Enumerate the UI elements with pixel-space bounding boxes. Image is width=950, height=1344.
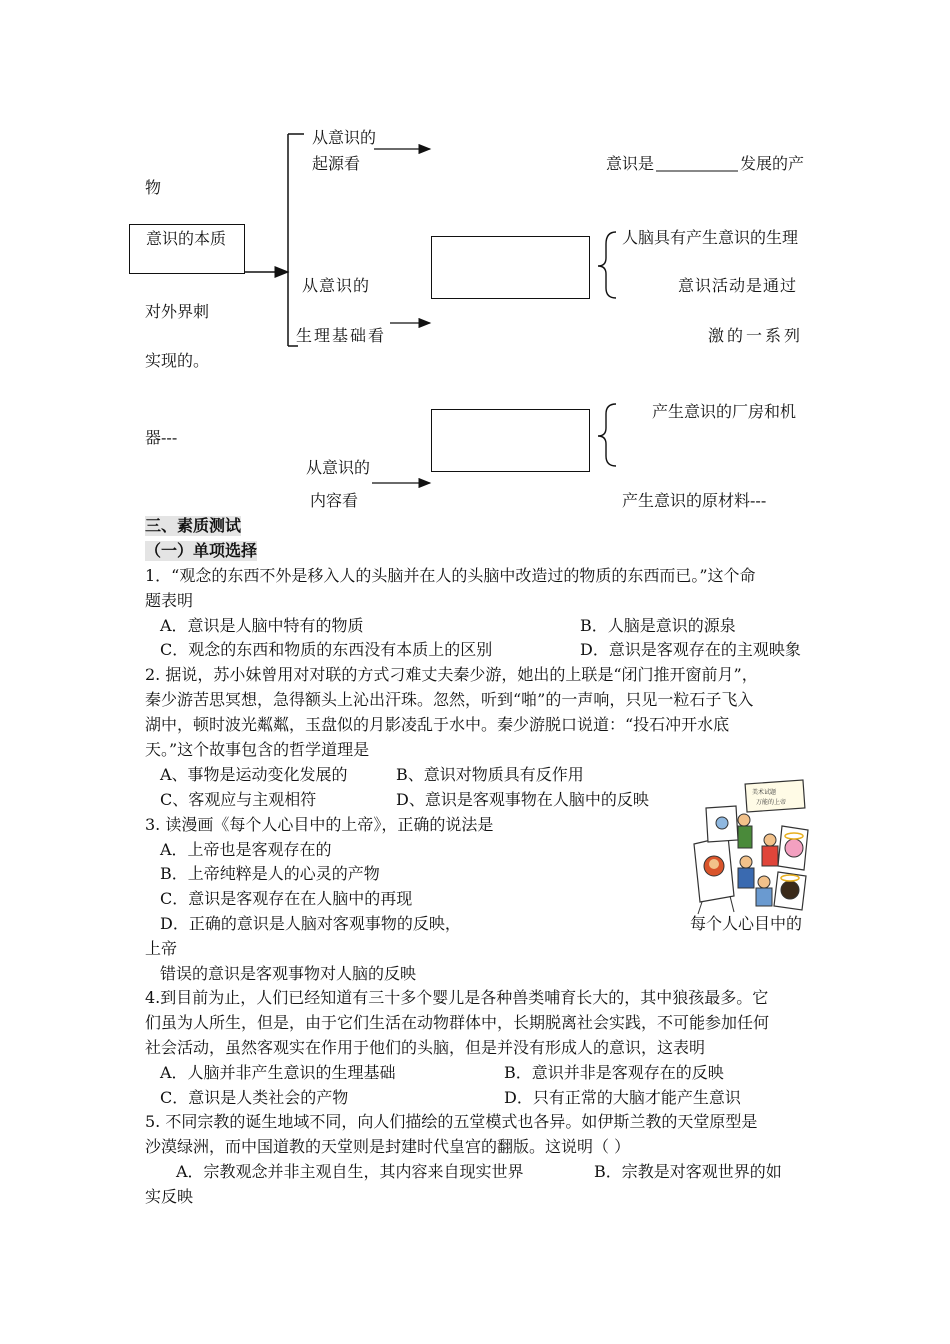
q3-option-c[interactable]: C．意识是客观存在在人脑中的再现 bbox=[160, 889, 413, 908]
physio-cont-end: 实现的。 bbox=[145, 351, 210, 370]
q2-option-d[interactable]: D、意识是客观事物在人脑中的反映 bbox=[396, 790, 649, 809]
q3-option-d[interactable]: D．正确的意识是人脑对客观事物的反映， bbox=[160, 914, 461, 933]
q1-option-b[interactable]: B．人脑是意识的源泉 bbox=[580, 616, 736, 635]
essence-box bbox=[129, 224, 245, 274]
physio-cont-right: 激的一系列 bbox=[708, 326, 804, 345]
q5-option-b[interactable]: B．宗教是对客观世界的如 bbox=[594, 1162, 782, 1181]
q2-stem-line-3: 湖中，顿时波光粼粼，玉盘似的月影凌乱于水中。秦少游脱口说道：“投石冲开水底 bbox=[145, 715, 730, 734]
q1-stem-line-1: 1．“观念的东西不外是移入人的头脑并在人的头脑中改造过的物质的东西而已。”这个命 bbox=[145, 566, 756, 585]
section-title: 三、素质测试 bbox=[145, 516, 242, 535]
cartoon-sign-text: 美术试题 bbox=[752, 789, 777, 796]
q2-stem-line-4: 天。”这个故事包含的哲学道理是 bbox=[145, 740, 370, 759]
origin-text-cont: 物 bbox=[145, 178, 162, 197]
physio-label-1: 从意识的 bbox=[302, 276, 371, 295]
q1-option-d[interactable]: D．意识是客观存在的主观映象 bbox=[580, 640, 801, 659]
q3-option-b[interactable]: B．上帝纯粹是人的心灵的产物 bbox=[160, 864, 380, 883]
svg-text:万能的上帝: 万能的上帝 bbox=[756, 799, 787, 806]
q2-stem-line-2: 秦少游苦思冥想，急得额头上沁出汗珠。忽然，听到“啪”的一声响，只见一粒石子飞入 bbox=[145, 690, 754, 709]
q5-stem-line-2: 沙漠绿洲，而中国道教的天堂则是封建时代皇宫的翻版。这说明（ ） bbox=[145, 1137, 631, 1156]
q4-stem-line-3: 社会活动，虽然客观实在作用于他们的头脑，但是并没有形成人的意识，这表明 bbox=[145, 1038, 706, 1057]
q4-option-d[interactable]: D．只有正常的大脑才能产生意识 bbox=[504, 1088, 741, 1107]
physio-item-1: 人脑具有产生意识的生理 bbox=[622, 228, 799, 247]
physio-answer-box[interactable] bbox=[431, 236, 590, 299]
q5-option-b-cont: 实反映 bbox=[145, 1187, 194, 1206]
q1-option-c[interactable]: C．观念的东西和物质的东西没有本质上的区别 bbox=[160, 640, 493, 659]
origin-label-2: 起源看 bbox=[312, 154, 361, 173]
physio-cont-left: 对外界刺 bbox=[145, 302, 210, 321]
content-label-2: 内容看 bbox=[310, 491, 359, 510]
content-answer-box[interactable] bbox=[431, 409, 590, 472]
content-label-1: 从意识的 bbox=[306, 458, 371, 477]
cartoon-illustration bbox=[686, 778, 810, 916]
q2-stem-line-1: 2. 据说，苏小妹曾用对对联的方式刁难丈夫秦少游，她出的上联是“闭门推开窗前月”， bbox=[145, 665, 758, 684]
q4-option-b[interactable]: B．意识并非是客观存在的反映 bbox=[504, 1063, 724, 1082]
q3-option-a[interactable]: A．上帝也是客观存在的 bbox=[160, 840, 332, 859]
content-item-1: 产生意识的厂房和机 bbox=[652, 402, 797, 421]
q4-stem-line-2: 们虽为人所生，但是，由于它们生活在动物群体中，长期脱离社会实践，不可能参加任何 bbox=[145, 1013, 770, 1032]
physio-item-2: 意识活动是通过 bbox=[678, 276, 798, 295]
physio-label-2: 生理基础看 bbox=[296, 326, 387, 345]
origin-text-left: 意识是 bbox=[606, 154, 655, 173]
origin-label-1: 从意识的 bbox=[312, 128, 377, 147]
section-subtitle: （一）单项选择 bbox=[145, 541, 258, 560]
q5-stem-line-1: 5. 不同宗教的诞生地域不同，向人们描绘的五堂模式也各异。如伊斯兰教的天堂原型是 bbox=[145, 1112, 758, 1131]
q2-option-c[interactable]: C、客观应与主观相符 bbox=[160, 790, 317, 809]
q3-stem: 3. 读漫画《每个人心目中的上帝》，正确的说法是 bbox=[145, 815, 494, 834]
essence-box-label: 意识的本质 bbox=[146, 229, 227, 248]
origin-text-right: 发展的产 bbox=[740, 154, 805, 173]
q1-stem-line-2: 题表明 bbox=[145, 591, 194, 610]
q4-option-c[interactable]: C．意识是人类社会的产物 bbox=[160, 1088, 349, 1107]
q2-option-b[interactable]: B、意识对物质具有反作用 bbox=[396, 765, 584, 784]
q3-cartoon-caption: 每个人心目中的 bbox=[690, 914, 803, 933]
content-item-2: 产生意识的原材料--- bbox=[622, 491, 767, 510]
q4-stem-line-1: 4.到目前为止，人们已经知道有三十多个婴儿是各种兽类哺育长大的，其中狼孩最多。它 bbox=[145, 988, 769, 1007]
q1-option-a[interactable]: A．意识是人脑中特有的物质 bbox=[160, 616, 364, 635]
q3-cartoon-caption-cont: 上帝 bbox=[145, 939, 178, 958]
content-item-1-cont: 器--- bbox=[145, 428, 178, 447]
q3-option-d-cont: 错误的意识是客观事物对人脑的反映 bbox=[160, 964, 417, 983]
q4-option-a[interactable]: A．人脑并非产生意识的生理基础 bbox=[160, 1063, 396, 1082]
q5-option-a[interactable]: A．宗教观念并非主观自生，其内容来自现实世界 bbox=[176, 1162, 524, 1181]
q2-option-a[interactable]: A、事物是运动变化发展的 bbox=[160, 765, 348, 784]
